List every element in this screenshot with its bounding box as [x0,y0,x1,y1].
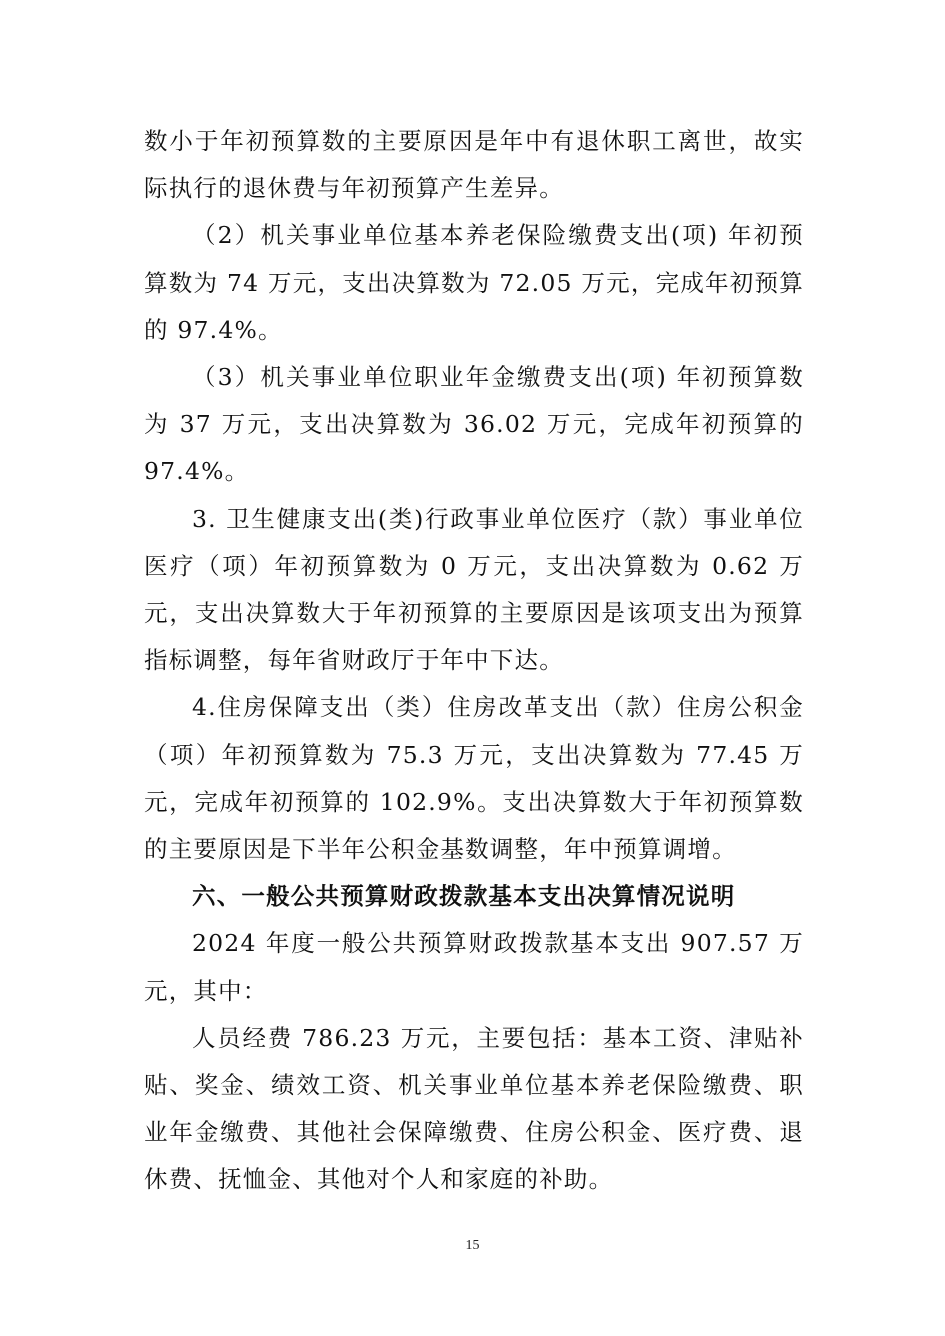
paragraph-occupational-annuity: （3）机关事业单位职业年金缴费支出(项) 年初预算数为 37 万元，支出决算数为 36.02 万元，完成年初预算的 97.4%。 [144,363,804,486]
paragraph-retirement-reason: 数小于年初预算数的主要原因是年中有退休职工离世，故实际执行的退休费与年初预算产生差异。 [144,127,804,203]
paragraph-personnel-expenses: 人员经费 786.23 万元，主要包括：基本工资、津贴补贴、奖金、绩效工资、机关事业单位基本养老保险缴费、职业年金缴费、其他社会保障缴费、住房公积金、医疗费、退休费、抚恤金、其他对个人和家庭的补助。 [144,1023,804,1194]
body-text [144,118,804,1204]
page-number: 15 [465,1238,480,1253]
paragraph-housing-fund: 4.住房保障支出（类）住房改革支出（款）住房公积金（项）年初预算数为 75.3 万元，支出决算数为 77.45 万元，完成年初预算的 102.9%。支出决算数大于年初预算数的主要原因是下半年公积金基数调整，年中预算调增。 [144,693,804,864]
paragraph-basic-expenditure: 2024 年度一般公共预算财政拨款基本支出 907.57 万元，其中： [144,929,804,1005]
section-heading: 六、一般公共预算财政拨款基本支出决算情况说明 [192,882,736,911]
paragraph-health-expenditure: 3. 卫生健康支出(类)行政事业单位医疗（款）事业单位医疗（项）年初预算数为 0 万元，支出决算数为 0.62 万元，支出决算数大于年初预算的主要原因是该项支出为预算指标调整，每年省财政厅于年中下达。 [144,504,804,675]
paragraph-pension-insurance: （2）机关事业单位基本养老保险缴费支出(项) 年初预算数为 74 万元，支出决算数为 72.05 万元，完成年初预算的 97.4%。 [144,221,804,344]
